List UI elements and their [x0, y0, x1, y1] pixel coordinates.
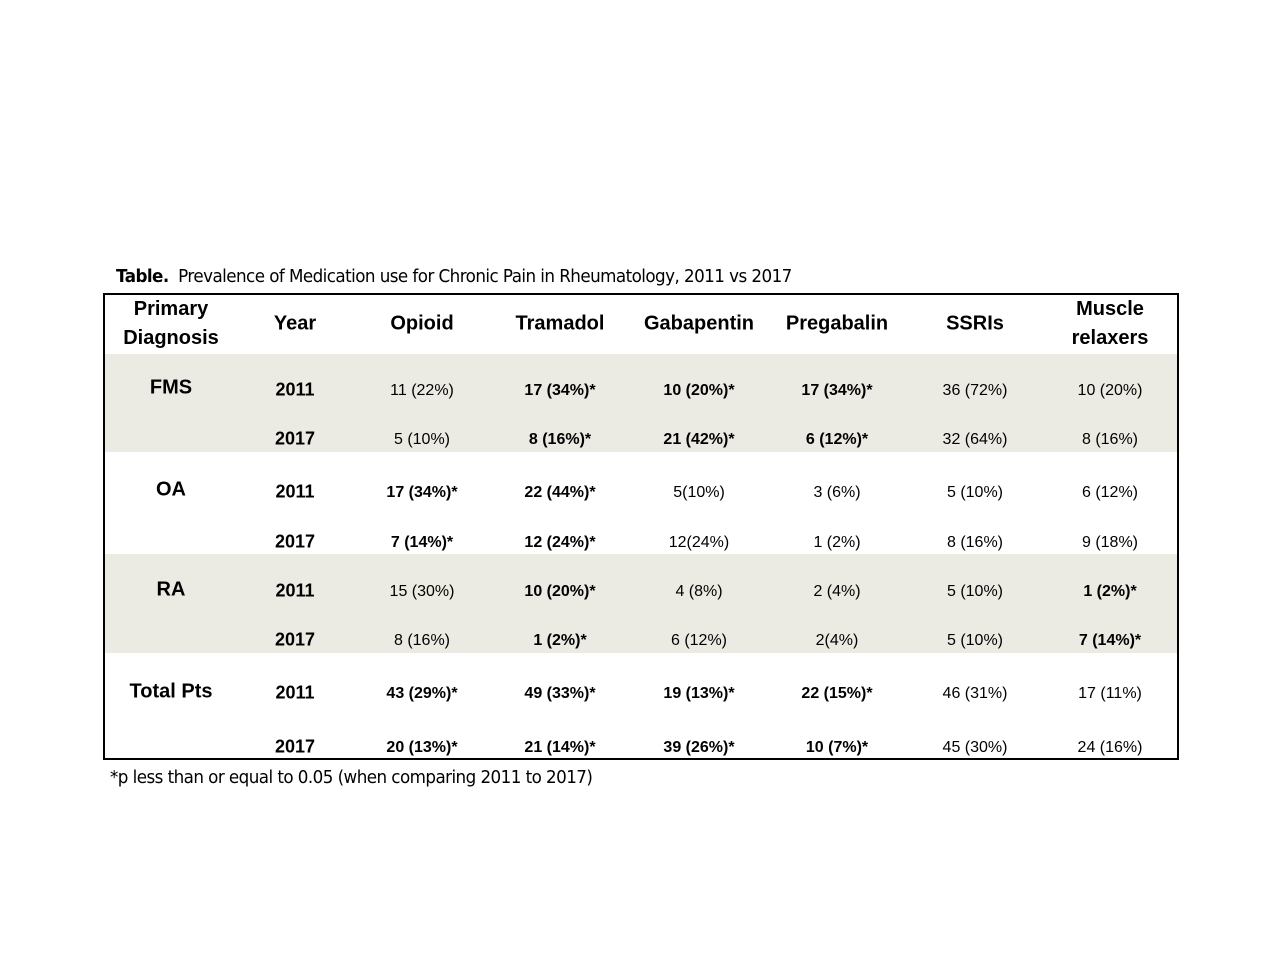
table-cell: 45 (30%): [942, 739, 1008, 756]
year-cell: 2017: [274, 736, 316, 757]
column-header: Opioid: [390, 312, 454, 335]
column-header: Gabapentin: [643, 312, 755, 335]
table-cell: 19 (13%)*: [663, 685, 735, 702]
table-cell: 10 (20%)*: [663, 382, 735, 399]
table-cell: 20 (13%)*: [386, 739, 458, 756]
table-cell: 6 (12%): [670, 632, 728, 649]
table-cell: 24 (16%): [1077, 739, 1143, 756]
table-cell: 1 (2%): [813, 534, 861, 551]
table-cell: 17 (34%)*: [524, 382, 596, 399]
column-header: Tramadol: [515, 312, 605, 335]
table-cell: 10 (20%)*: [524, 583, 596, 600]
table-caption: [116, 266, 792, 287]
table-cell: 49 (33%)*: [524, 685, 596, 702]
table-cell: 8 (16%): [946, 534, 1004, 551]
table-cell: 5(10%): [673, 484, 725, 501]
table-cell: 11 (22%): [390, 382, 454, 399]
table-cell: 3 (6%): [813, 484, 861, 501]
caption-label: Table.: [116, 266, 169, 287]
year-cell: 2017: [274, 629, 316, 650]
table-cell: 8 (16%)*: [528, 431, 592, 448]
table-cell: 5 (10%): [946, 632, 1004, 649]
row-group-band: [105, 653, 1177, 758]
caption-text: Prevalence of Medication use for Chronic Pain in Rheumatology, 2011 vs 2017: [178, 266, 792, 287]
table-cell: 5 (10%): [946, 583, 1004, 600]
column-header: Pregabalin: [785, 312, 889, 335]
table-cell: 6 (12%): [1081, 484, 1139, 501]
table-cell: 15 (30%): [389, 583, 455, 600]
diagnosis-label: FMS: [149, 376, 193, 399]
table-cell: 32 (64%): [942, 431, 1008, 448]
year-cell: 2011: [275, 580, 315, 601]
year-cell: 2011: [275, 379, 315, 400]
medication-table: [103, 293, 1179, 760]
table-cell: 2 (4%): [813, 583, 861, 600]
table-cell: 1 (2%)*: [1083, 583, 1137, 600]
table-cell: 5 (10%): [393, 431, 451, 448]
table-cell: 8 (16%): [393, 632, 451, 649]
year-cell: 2017: [274, 428, 316, 449]
table-cell: 1 (2%)*: [533, 632, 587, 649]
table-cell: 17 (34%)*: [801, 382, 873, 399]
footnote: *p less than or equal to 0.05 (when comparing 2011 to 2017): [110, 767, 593, 788]
table-cell: 2(4%): [815, 632, 859, 649]
table-cell: 12 (24%)*: [524, 534, 596, 551]
table-cell: 7 (14%)*: [1078, 632, 1142, 649]
table-cell: 7 (14%)*: [390, 534, 454, 551]
table-cell: 4 (8%): [675, 583, 723, 600]
diagnosis-label: Total Pts: [129, 680, 213, 703]
table-cell: 21 (14%)*: [524, 739, 596, 756]
table-cell: 36 (72%): [942, 382, 1008, 399]
table-cell: 8 (16%): [1081, 431, 1139, 448]
diagnosis-label: RA: [156, 578, 186, 601]
year-cell: 2011: [275, 682, 315, 703]
table-cell: 22 (15%)*: [801, 685, 873, 702]
row-group-band: [105, 354, 1177, 452]
table-cell: 17 (11%): [1078, 685, 1142, 702]
table-cell: 12(24%): [668, 534, 730, 551]
diagnosis-label: OA: [156, 478, 186, 501]
column-header: SSRIs: [946, 312, 1004, 335]
table-cell: 39 (26%)*: [663, 739, 735, 756]
table-cell: 10 (20%): [1077, 382, 1143, 399]
row-group-band: [105, 554, 1177, 653]
table-cell: 43 (29%)*: [386, 685, 458, 702]
table-cell: 21 (42%)*: [663, 431, 735, 448]
year-cell: 2017: [274, 531, 316, 552]
table-cell: 17 (34%)*: [386, 484, 458, 501]
table-cell: 6 (12%)*: [805, 431, 869, 448]
column-header: Muscle relaxers: [1071, 298, 1149, 349]
row-group-band: [105, 452, 1177, 554]
column-header: Primary Diagnosis: [123, 298, 219, 349]
year-cell: 2011: [275, 481, 315, 502]
table-cell: 46 (31%): [942, 685, 1008, 702]
table-cell: 22 (44%)*: [524, 484, 596, 501]
table-cell: 10 (7%)*: [805, 739, 869, 756]
table-cell: 9 (18%): [1081, 534, 1139, 551]
table-cell: 5 (10%): [946, 484, 1004, 501]
column-header: Year: [273, 312, 317, 335]
